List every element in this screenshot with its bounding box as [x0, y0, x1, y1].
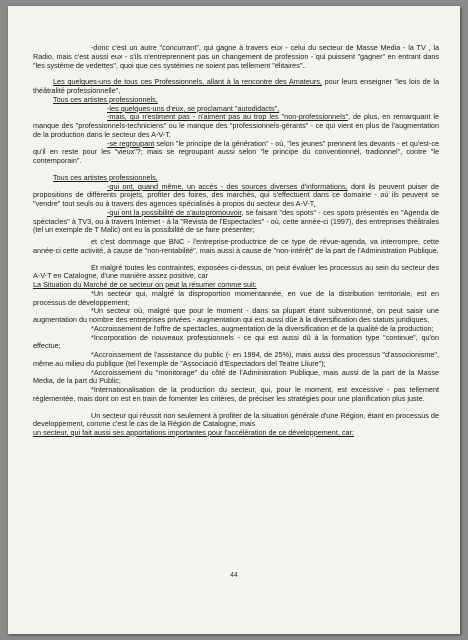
text-run: selon "le principe de la génération" - où, "les jeunes" prennent les devants - et qu'est-ce qu'il en reste pour les "vieux"?; mais se regroupant aussi selon "le principe du conventionnel, tradionnel", contre "le contemporain". [33, 138, 440, 165]
underlined-text: Les quelques-uns de tous ces Professionnels, allant à la rencontre des Amateurs, [53, 77, 322, 87]
page-number: 44 [230, 572, 238, 579]
list-item [33, 369, 439, 387]
text-run: -donc c'est un autre "concurrant", qui gagne à travers eux - celui du secteur de Masse Media - la TV , la Radio, mais c'est aussi eux - s'ils n'entreprennent pas un changement de profession - qui puissent "gagner" en entrant dans "les système de vedettes", quoi que ces systèmes ne soient pas tellement "élitaires".. [33, 43, 439, 70]
list-item [33, 334, 439, 352]
underlined-text: un secteur, qui fait aussi ses apportations importantes pour l'accélération de ce développement, car: [33, 428, 354, 437]
document-page [8, 6, 460, 634]
text-run: pour leurs enseigner "les lois de la théâtralité professionnelle", [33, 77, 439, 95]
paragraph-bnc [33, 238, 439, 256]
underlined-text: Tous ces artistes professionnels, [53, 94, 158, 104]
underlined-text: -les quelques-uns d'eux, se proclamant "autodidacts", [107, 103, 280, 113]
text-run: Et malgré toutes les contraintes, exposées ci-dessus, on peut évaluer les processus au sein du secteur des A-V-T en Catalogne, d'une manière assez positive, car [33, 262, 439, 281]
paragraph-evaluation [33, 264, 439, 282]
text-run: *Internationalisation de la production du secteur, qui, pour le moment, est excessive - pas tellement réglementée, mais dont on est en train de fomenter les critères, de préciser les stratégies pour une planification plus juste. [33, 385, 439, 403]
list-item [33, 386, 439, 404]
text-run: , de plus, en remarquant le manque des "professionnels-techniciens" ou le manque des "professionnels-gérants" - ce qui vient en plus de l'augmentation de la production dans le secteur des A-V-T, [33, 112, 440, 139]
list-item [33, 307, 439, 325]
underlined-text: La Situation du Marché de ce secteur on peut la résumer comme suit: [33, 280, 257, 289]
list-item [33, 351, 439, 369]
paragraph-final [33, 429, 439, 438]
text-run: et c'est dommage que BNC - l'entreprise-productrice de ce type de révue-agenda, va interrompre, cette année-ci cette activité, à cause de "non-rentabilité", mais aussi à cause de "non-intérêt" de la part de l'Administration Publique. [33, 237, 439, 255]
text-run: dont ils peuvent puiser de propositions de différents projets, profiter des foires, des marchés, qui s'effectuent dans ce domaine - où ils peuvent se "vendre" tout seuls ou à travers des agences spécialisés à propos du secteur des A-V-T, [33, 181, 439, 208]
underlined-text: Tous ces artistes professionnels, [53, 172, 158, 182]
page-body [33, 44, 439, 438]
text-run: *Un secteur où, malgré que pour le moment - dans sa plupart étant subventionné, on peut saisir une augmentation du nombre des entreprises privées - augmentation qui est aussi dûe à la diversification des statuts juridiques, [33, 306, 439, 324]
paragraph-conclusion [33, 412, 439, 430]
underlined-text: -qui ont, quand même, un accès - des sources diverses d'informations, [107, 181, 348, 191]
underlined-text: -qui ont la possibilité de s'autopromouvoir [107, 207, 242, 217]
list-item [33, 290, 439, 308]
text-run: , se faisant "des spots" - ces spots présentés en "Agenda de spéctacles" à TV3, ou à travers Internet - à la "Revista de l'Espectacles" - où, cette année-ci (1997), des entreprises théâtrales (tel un exemple de T Malic) ont eu la possibilité de se faire présenter; [33, 207, 440, 235]
text-run: *Un secteur qui, malgré la disproportion momentannée, en vue de la distribution territoriale, est en processus de développement; [33, 288, 439, 307]
text-run: *Accroissement de l'assistance du public (- en 1994, de 25%), mais aussi des processus "d'associonisme", même au milieu du publique (tel l'exemple de "Associació d'Espectadors del Teatre Lliure"); [33, 350, 439, 368]
list-item [33, 140, 439, 166]
text-run: Un secteur qui réussit non seulement à profiter de la situation générale d'une Région, étant en processus de developpement, comme c'est le cas de la Région de Catalogne, mais [33, 410, 439, 429]
list-item [33, 113, 439, 139]
list-item [33, 183, 439, 209]
underlined-text: -mais, qui n'estiment pas - n'aiment pas au trop les "non-professionnels" [107, 112, 349, 122]
paragraph-professionals [33, 78, 439, 96]
list-item [33, 209, 439, 235]
text-run: *Accroissement du "monitorage" du côté de l'Adminisration Publique, mais aussi de la part de la Masse Media, de la part du Public; [33, 367, 439, 386]
text-run: *Accroissement de l'offre de spectacles, augmentation de la diversification et de la qualité de la production; [91, 323, 434, 333]
text-run: *Incorporation de nouveaux professionnels - ce qui est aussi dû à la formation type "continue", qu'on effectue; [33, 332, 439, 351]
underlined-text: -se regroupant [107, 138, 155, 148]
paragraph-concurrent [33, 44, 439, 70]
